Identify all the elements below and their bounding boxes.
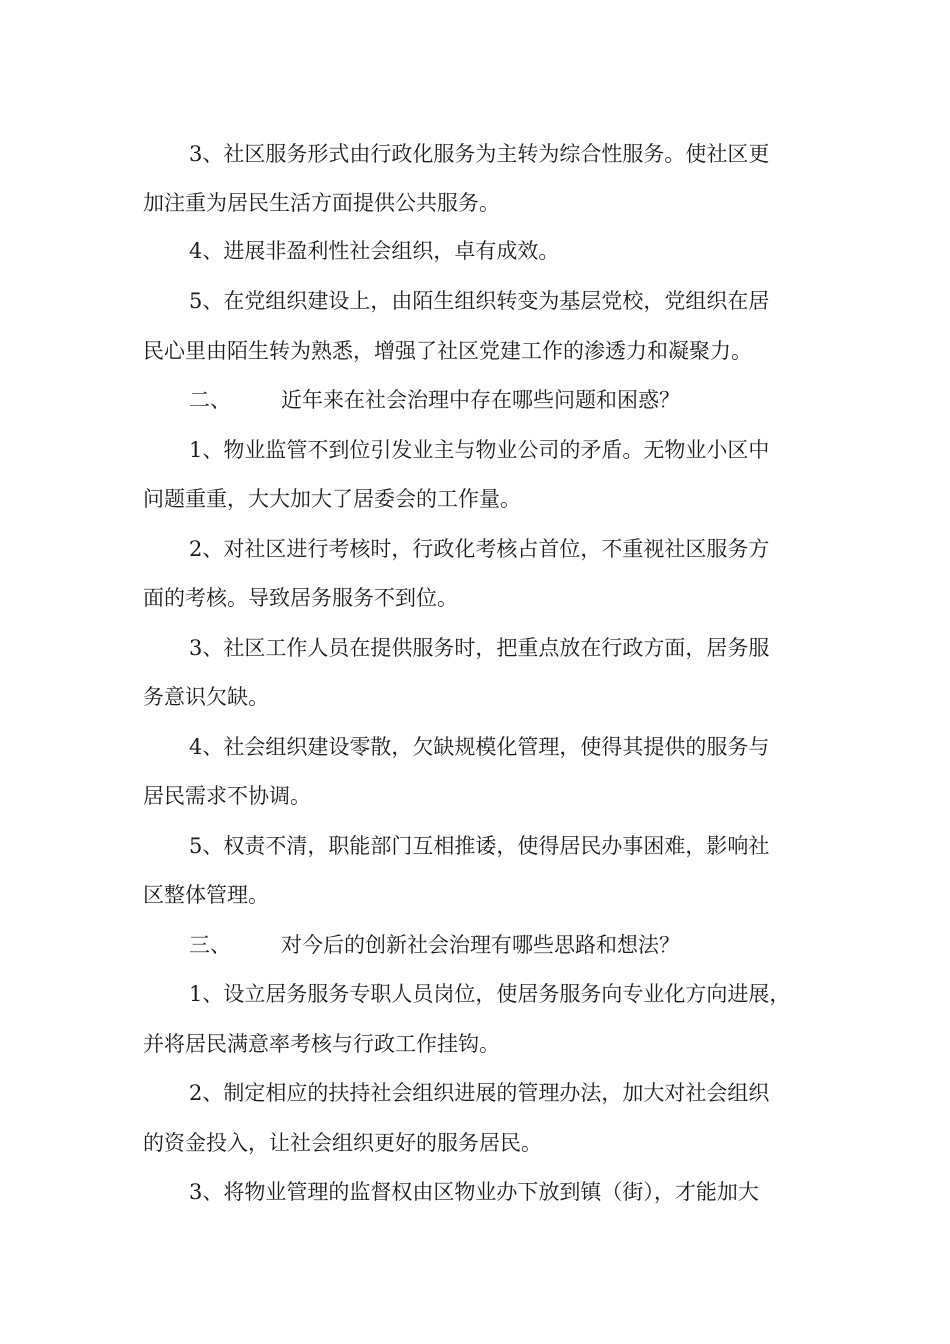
paragraph-line: 的资金投入，让社会组织更好的服务居民。 xyxy=(143,1131,542,1155)
paragraph-line: 3、将物业管理的监督权由区物业办下放到镇（街），才能加大 xyxy=(189,1180,759,1204)
paragraph-line: 加注重为居民生活方面提供公共服务。 xyxy=(143,191,500,215)
paragraph-line: 区整体管理。 xyxy=(143,883,269,907)
paragraph-line: 2、制定相应的扶持社会组织进展的管理办法，加大对社会组织 xyxy=(189,1081,770,1105)
paragraph-line: 5、在党组织建设上，由陌生组织转变为基层党校，党组织在居 xyxy=(189,289,770,313)
paragraph-line: 问题重重，大大加大了居委会的工作量。 xyxy=(143,487,521,511)
section-heading xyxy=(0,385,950,415)
paragraph-line: 3、社区服务形式由行政化服务为主转为综合性服务。使社区更 xyxy=(189,142,770,166)
paragraph-line: 4、社会组织建设零散，欠缺规模化管理，使得其提供的服务与 xyxy=(189,735,770,759)
paragraph-line: 面的考核。导致居务服务不到位。 xyxy=(143,586,458,610)
paragraph-line: 4、进展非盈利性社会组织，卓有成效。 xyxy=(189,239,560,263)
paragraph-line: 并将居民满意率考核与行政工作挂钩。 xyxy=(143,1032,500,1056)
paragraph-line: 居民需求不协调。 xyxy=(143,784,311,808)
paragraph-line: 务意识欠缺。 xyxy=(143,685,269,709)
paragraph-line: 1、物业监管不到位引发业主与物业公司的矛盾。无物业小区中 xyxy=(189,438,770,462)
section-heading-number: 二、 xyxy=(189,388,231,412)
paragraph-line: 民心里由陌生转为熟悉，增强了社区党建工作的渗透力和凝聚力。 xyxy=(143,339,752,363)
paragraph-line: 3、社区工作人员在提供服务时，把重点放在行政方面，居务服 xyxy=(189,636,770,660)
section-heading-text: 对今后的创新社会治理有哪些思路和想法？ xyxy=(281,933,680,957)
section-heading-number: 三、 xyxy=(189,933,231,957)
section-heading xyxy=(0,930,950,960)
section-heading-text: 近年来在社会治理中存在哪些问题和困惑？ xyxy=(281,388,680,412)
paragraph-line: 2、对社区进行考核时，行政化考核占首位，不重视社区服务方 xyxy=(189,537,770,561)
paragraph-line: 1、设立居务服务专职人员岗位，使居务服务向专业化方向进展， xyxy=(189,982,791,1006)
paragraph-line: 5、权责不清，职能部门互相推诿，使得居民办事困难，影响社 xyxy=(189,834,770,858)
